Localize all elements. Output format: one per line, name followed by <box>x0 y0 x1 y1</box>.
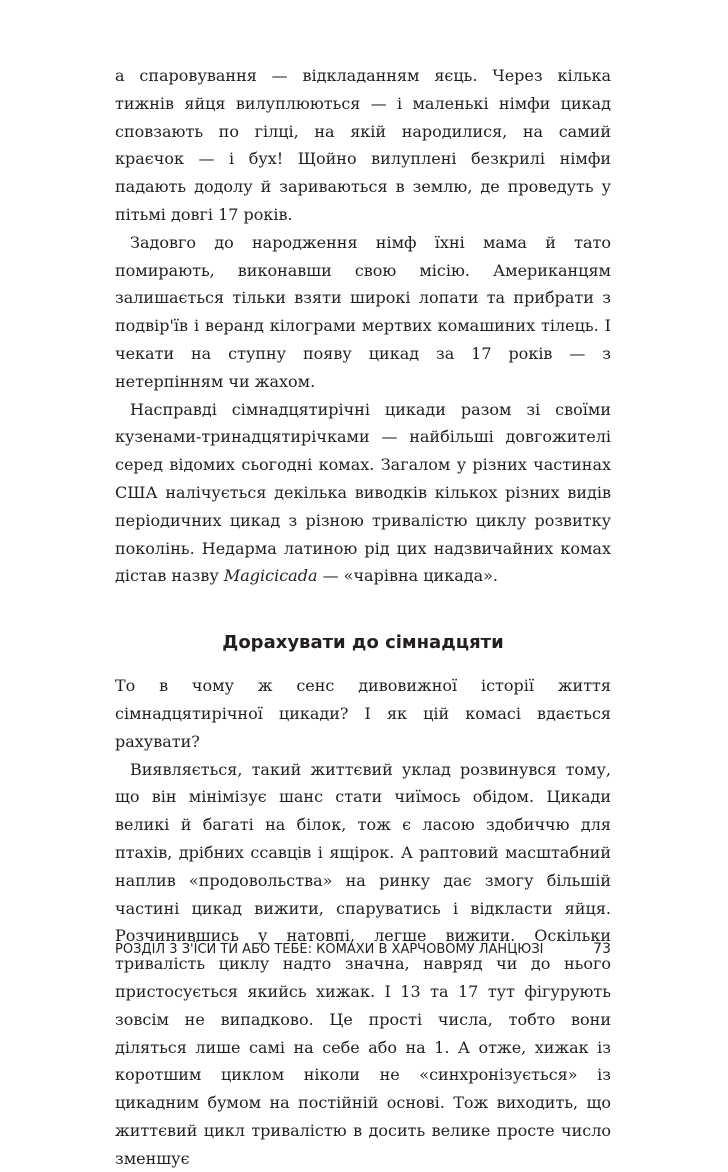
paragraph-cicada-hatching: а спаровування — відкладанням яєць. Через кілька тижнів яйця вилуплюються — і маленькі німфи цикад сповзають по гілці, на якій народилися, на самий краєчок — і бух! Щойно вилуплені безкрилі німфи падають додолу й зариваються в землю, де проведуть у пітьмі довгі 17 років. <box>115 66 611 224</box>
genus-translation: — «чарівна цикада». <box>317 566 498 586</box>
page-number: 73 <box>593 941 611 957</box>
paragraph-periodic-cicadas <box>115 396 611 591</box>
periodic-cicadas-text: Насправді сімнадцятирічні цикади разом зі своїми кузенами-тринадцятирічками — найбільші довгожителі серед відомих сьогодні комах. Загалом у різних частинах США налічується декілька виводків кількох різних видів періодичних цикад з різною тривалістю циклу розвитку поколінь. Недарма латиною рід цих надзвичайних комах дістав назву <box>115 399 611 586</box>
genus-name: Magicicada <box>223 566 318 586</box>
chapter-title: РОЗДІЛ 3 З'ЇСИ ТИ АБО ТЕБЕ: КОМАХИ В ХАРЧОВОМУ ЛАНЦЮЗІ <box>115 942 544 957</box>
paragraph-parents-die: Задовго до народження німф їхні мама й тато помирають, виконавши свою місію. Американцям залишається тільки взяти широкі лопати та прибрати з подвір'їв і веранд кілограми мертвих комашиних тілець. І чекати на ступну появу цикад за 17 років — з нетерпінням чи жахом. <box>115 232 611 391</box>
page-body <box>115 62 611 1168</box>
page-footer <box>115 940 611 959</box>
paragraph-prime-numbers: Виявляється, такий життєвий уклад розвинувся тому, що він мінімізує шанс стати чиїмось обідом. Цикади великі й багаті на білок, тож є ласою здобиччю для птахів, дрібних ссавців і ящірок. А раптовий масштабний наплив «продовольства» на ринку дає змогу більшій частині цикад вижити, спаруватись і відкласти яйця. Розчинившись у натовпі, легше вижити. Оскільки тривалість циклу надто значна, навряд чи до нього пристосується якийсь хижак. І 13 та 17 тут фігурують зовсім не випадково. Це прості числа, тобто вони діляться лише самі на себе або на 1. А отже, хижак із коротшим циклом ніколи не «синхронізується» із цикадним бумом на постійній основі. Тож виходить, що життєвий цикл тривалістю в досить велике просте число зменшує <box>115 759 611 1168</box>
section-heading: Дорахувати до сімнадцяти <box>222 632 504 654</box>
paragraph-question: То в чому ж сенс дивовижної історії життя сімнадцятирічної цикади? І як цій комасі вдається рахувати? <box>115 676 611 751</box>
